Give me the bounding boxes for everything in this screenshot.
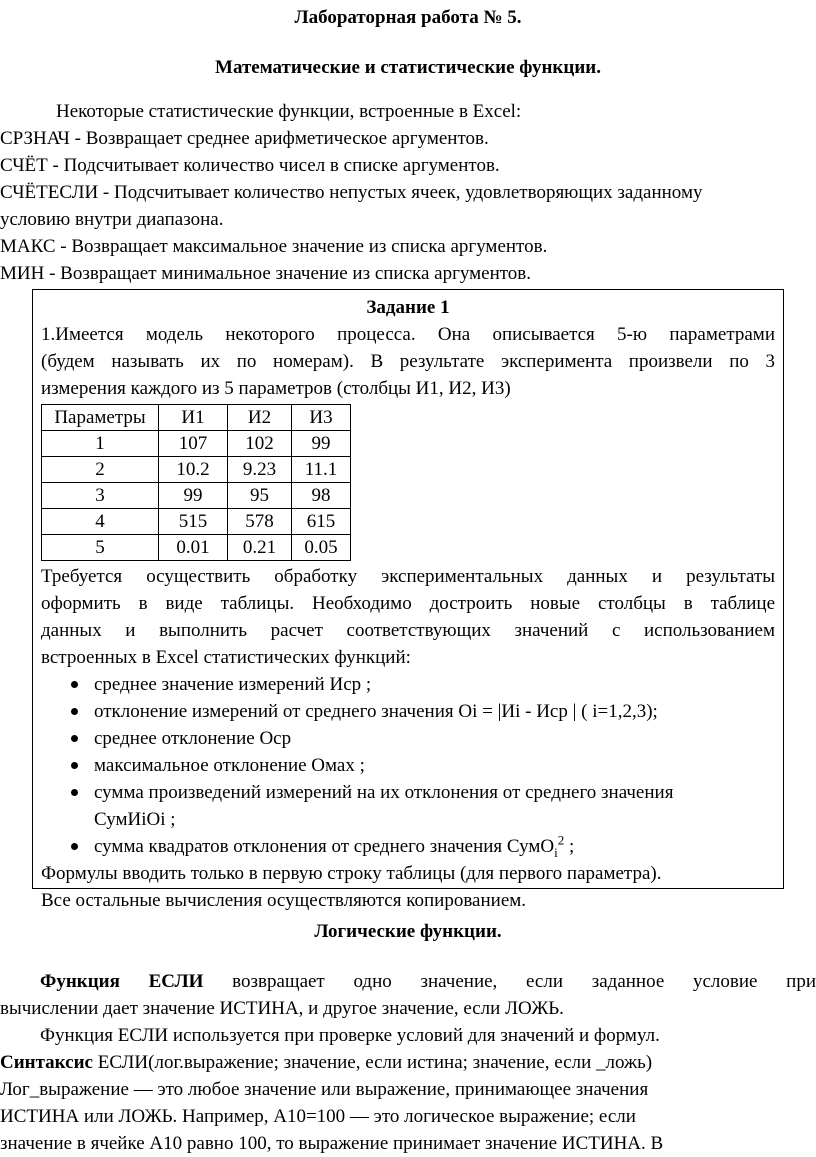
bullet-icon <box>71 735 78 742</box>
table-cell: 515 <box>159 509 228 535</box>
task-note-line: Формулы вводить только в первую строку таблицы (для первого параметра). <box>41 863 662 884</box>
list-item: среднее значение измерений Иср ; <box>41 671 775 698</box>
logic-paragraph-line: Функция ЕСЛИ возвращает одно значение, если заданное условие при <box>40 971 816 992</box>
section-title-logic: Логические функции. <box>314 921 502 942</box>
table-header-row <box>42 405 351 431</box>
function-min: МИН - Возвращает минимальное значение из списка аргументов. <box>0 263 532 284</box>
function-schet: СЧЁТ - Подсчитывает количество чисел в списке аргументов. <box>0 155 500 176</box>
logic-section <box>0 968 816 1157</box>
list-item: отклонение измерений от среднего значения Оi = |Иi - Иср | ( i=1,2,3); <box>41 698 775 725</box>
function-schetesli: СЧЁТЕСЛИ - Подсчитывает количество непустых ячеек, удовлетворяющих заданному <box>0 182 703 203</box>
table-header-cell: И1 <box>159 405 228 431</box>
task-requirement-line: данных и выполнить расчет соответствующих значений с использованием <box>41 620 775 641</box>
table-cell: 10.2 <box>159 457 228 483</box>
function-srznach: СРЗНАЧ - Возвращает среднее арифметическое аргументов. <box>0 128 489 149</box>
logic-paragraph-line: Лог_выражение — это любое значение или выражение, принимающее значения <box>0 1079 649 1100</box>
function-maks: МАКС - Возвращает максимальное значение из списка аргументов. <box>0 236 548 257</box>
table-cell: 98 <box>292 483 351 509</box>
table-cell: 102 <box>228 431 292 457</box>
requirements-list <box>41 671 775 860</box>
logic-paragraph-line: Функция ЕСЛИ используется при проверке условий для значений и формул. <box>40 1025 660 1046</box>
bullet-icon <box>71 843 78 850</box>
function-schetesli-cont: условию внутри диапазона. <box>0 209 224 230</box>
table-row <box>42 431 351 457</box>
task-paragraph-line: измерения каждого из 5 параметров (столбцы И1, И2, И3) <box>41 378 511 399</box>
table-row <box>42 457 351 483</box>
parameters-table <box>41 404 351 561</box>
list-item: сумма квадратов отклонения от среднего значения СумО$_i^2$ ; <box>41 833 775 860</box>
table-cell: 0.05 <box>292 535 351 561</box>
table-header-cell: И3 <box>292 405 351 431</box>
task-paragraph-line: (будем называть их по номерам). В результате эксперимента произвели по 3 <box>41 351 775 372</box>
task-box <box>32 289 784 911</box>
table-cell: 99 <box>159 483 228 509</box>
task-note-line: Все остальные вычисления осуществляются копированием. <box>41 890 527 911</box>
table-row <box>42 535 351 561</box>
syntax-line: Синтаксис ЕСЛИ(лог.выражение; значение, если истина; значение, если _ложь) <box>0 1052 653 1073</box>
function-list <box>0 98 816 287</box>
logic-paragraph-line: вычислении дает значение ИСТИНА, и другое значение, если ЛОЖЬ. <box>0 998 564 1019</box>
table-cell: 0.21 <box>228 535 292 561</box>
logic-paragraph-line: значение в ячейке A10 равно 100, то выражение принимает значение ИСТИНА. В <box>0 1133 664 1154</box>
table-cell: 11.1 <box>292 457 351 483</box>
bullet-icon <box>71 708 78 715</box>
task-heading: Задание 1 <box>366 297 450 318</box>
task-requirement-line: оформить в виде таблицы. Необходимо достроить новые столбцы в таблице <box>41 593 775 614</box>
table-row <box>42 483 351 509</box>
logic-paragraph-line: ИСТИНА или ЛОЖЬ. Например, A10=100 — это логическое выражение; если <box>0 1106 636 1127</box>
section-title-math: Математические и статистические функции. <box>215 57 601 78</box>
table-row <box>42 509 351 535</box>
task-requirement-line: Требуется осуществить обработку экспериментальных данных и результаты <box>41 566 775 587</box>
list-item: сумма произведений измерений на их отклонения от среднего значения СумИiОi ; <box>41 779 775 833</box>
intro-text: Некоторые статистические функции, встроенные в Excel: <box>56 101 522 122</box>
table-header-cell: И2 <box>228 405 292 431</box>
list-item: среднее отклонение Оср <box>41 725 775 752</box>
table-cell: 615 <box>292 509 351 535</box>
table-cell: 4 <box>42 509 159 535</box>
bullet-icon <box>71 681 78 688</box>
table-header-cell: Параметры <box>42 405 159 431</box>
page-title: Лабораторная работа № 5. <box>294 7 522 28</box>
table-cell: 107 <box>159 431 228 457</box>
bullet-icon <box>71 789 78 796</box>
table-cell: 5 <box>42 535 159 561</box>
table-cell: 2 <box>42 457 159 483</box>
table-cell: 1 <box>42 431 159 457</box>
task-requirement-line: встроенных в Excel статистических функций: <box>41 647 411 668</box>
task-paragraph-line: 1.Имеется модель некоторого процесса. Она описывается 5-ю параметрами <box>41 324 775 345</box>
table-cell: 95 <box>228 483 292 509</box>
table-cell: 578 <box>228 509 292 535</box>
table-cell: 99 <box>292 431 351 457</box>
table-cell: 9.23 <box>228 457 292 483</box>
table-cell: 3 <box>42 483 159 509</box>
table-cell: 0.01 <box>159 535 228 561</box>
list-item: максимальное отклонение Омах ; <box>41 752 775 779</box>
bullet-icon <box>71 762 78 769</box>
